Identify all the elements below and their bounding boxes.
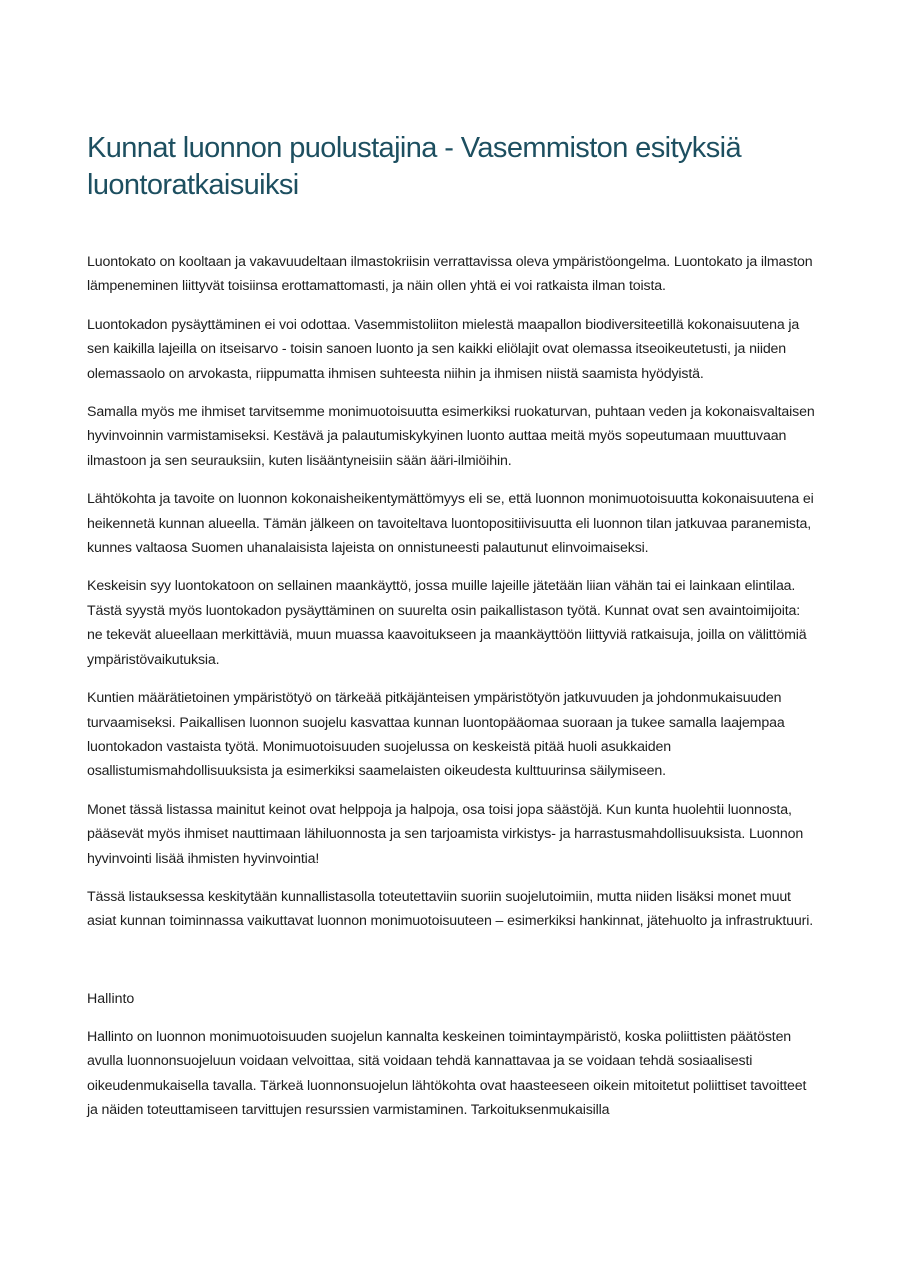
paragraph-goal: Lähtökohta ja tavoite on luonnon kokonaisheikentymättömyys eli se, että luonnon monimuotoisuutta kokonaisuutena ei heikennetä kunnan alueella. Tämän jälkeen on tavoiteltava luontopositiivisuutta eli luonnon tilan jatkuvaa paranemista, kunnes valtaosa Suomen uhanalaisista lajeista on onnistuneesti palautunut elinvoimaiseksi. <box>87 491 814 557</box>
paragraph-hallinto: Hallinto on luonnon monimuotoisuuden suojelun kannalta keskeinen toimintaympäristö, koska poliittisten päätösten avulla luonnonsuojeluun voidaan velvoittaa, sitä voidaan tehdä kannattavaa ja se voidaan tehdä sosiaalisesti oikeudenmukaisella tavalla. Tärkeä luonnonsuojelun lähtökohta ovat haasteeseen oikein mitoitetut poliittiset tavoitteet ja näiden toteuttamiseen tarvittujen resurssien varmistaminen. Tarkoituksenmukaisilla <box>87 1028 807 1118</box>
paragraph-human-needs: Samalla myös me ihmiset tarvitsemme monimuotoisuutta esimerkiksi ruokaturvan, puhtaan veden ja kokonaisvaltaisen hyvinvoinnin varmistamiseksi. Kestävä ja palautumiskykyinen luonto auttaa meitä myös sopeutumaan muuttuvaan ilmastoon ja sen seurauksiin, kuten lisääntyneisiin sään ääri-ilmiöihin. <box>87 404 815 469</box>
paragraph-urgency: Luontokadon pysäyttäminen ei voi odottaa. Vasemmistoliiton mielestä maapallon biodiversiteetillä kokonaisuutena ja sen kaikilla lajeilla on itseisarvo - toisin sanoen luonto ja sen kaikki eliölajit ovat olemassa itseoikeutetusti, ja niiden olemassaolo on arvokasta, riippumatta ihmisen suhteesta niihin ja ihmisen niistä saamista hyödyistä. <box>87 316 800 382</box>
paragraph-easy-measures: Monet tässä listassa mainitut keinot ovat helppoja ja halpoja, osa toisi jopa säästöjä. Kun kunta huolehtii luonnosta, pääsevät myös ihmiset nauttimaan lähiluonnosta ja sen tarjoamista virkistys- ja harrastusmahdollisuuksista. Luonnon hyvinvointi lisää ihmisten hyvinvointia! <box>87 801 804 867</box>
paragraph-municipal-work: Kuntien määrätietoinen ympäristötyö on tärkeää pitkäjänteisen ympäristötyön jatkuvuuden ja johdonmukaisuuden turvaamiseksi. Paikallisen luonnon suojelu kasvattaa kunnan luontopääomaa suoraan ja tukee samalla laajempaa luontokadon vastaista työtä. Monimuotoisuuden suojelussa on keskeistä pitää huoli asukkaiden osallistumismahdollisuuksista ja esimerkiksi saamelaisten oikeudesta kulttuurinsa säilymiseen. <box>87 690 785 780</box>
document-page <box>87 130 815 1136</box>
paragraph-scope: Tässä listauksessa keskitytään kunnallistasolla toteutettaviin suoriin suojelutoimiin, mutta niiden lisäksi monet muut asiat kunnan toiminnassa vaikuttavat luonnon monimuotoisuuteen – esimerkiksi hankinnat, jätehuolto ja infrastruktuuri. <box>87 888 813 930</box>
document-title: Kunnat luonnon puolustajina - Vasemmiston esityksiä luontoratkaisuiksi <box>87 132 741 201</box>
paragraph-land-use: Keskeisin syy luontokatoon on sellainen maankäyttö, jossa muille lajeille jätetään liian vähän tai ei lainkaan elintilaa. Tästä syystä myös luontokadon pysäyttäminen on suurelta osin paikallistason työtä. Kunnat ovat sen avaintoimijoita: ne tekevät alueellaan merkittäviä, muun muassa kaavoitukseen ja maankäyttöön liittyviä ratkaisuja, joilla on välittömiä ympäristövaikutuksia. <box>87 578 807 668</box>
paragraph-intro: Luontokato on kooltaan ja vakavuudeltaan ilmastokriisin verrattavissa oleva ympäristöongelma. Luontokato ja ilmaston lämpeneminen liittyvät toisiinsa erottamattomasti, ja näin ollen yhtä ei voi ratkaista ilman toista. <box>87 254 813 295</box>
section-heading-hallinto: Hallinto <box>87 990 135 1007</box>
